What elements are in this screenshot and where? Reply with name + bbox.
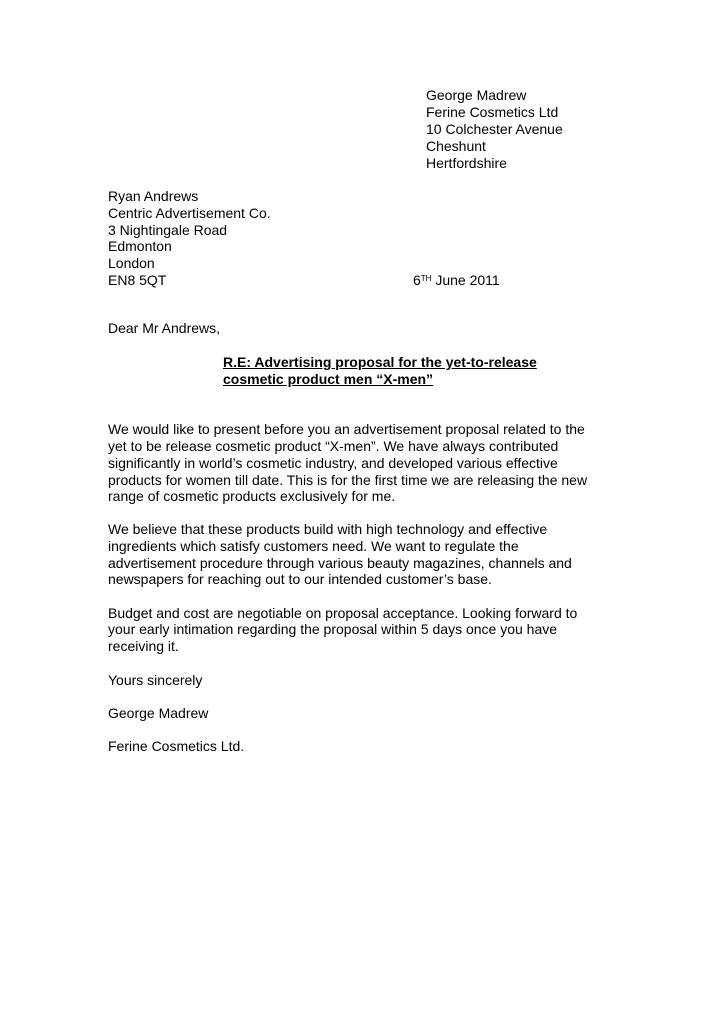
- paragraph-line: We believe that these products build with high technology and effective: [108, 521, 548, 537]
- paragraph-line: newspapers for reaching out to our intended customer’s base.: [108, 571, 492, 587]
- date-suffix: TH: [420, 274, 432, 283]
- paragraph-line: advertisement procedure through various beauty magazines, channels and: [108, 555, 572, 571]
- paragraph-line: range of cosmetic products exclusively for me.: [108, 488, 396, 504]
- subject-line-2: cosmetic product men “X-men”: [223, 371, 434, 387]
- recipient-area: Edmonton: [108, 238, 172, 254]
- paragraph-line: your early intimation regarding the proposal within 5 days once you have: [108, 621, 558, 637]
- signature-name: George Madrew: [108, 705, 209, 721]
- paragraph-line: Budget and cost are negotiable on proposal acceptance. Looking forward to: [108, 605, 578, 621]
- sender-county: Hertfordshire: [426, 155, 507, 171]
- recipient-postcode: EN8 5QT: [108, 272, 167, 288]
- recipient-street: 3 Nightingale Road: [108, 222, 228, 238]
- signature-company: Ferine Cosmetics Ltd.: [108, 738, 245, 754]
- sender-town: Cheshunt: [426, 138, 486, 154]
- paragraph-line: yet to be release cosmetic product “X-men”. We have always contributed: [108, 438, 559, 454]
- recipient-city: London: [108, 255, 155, 271]
- paragraph-line: ingredients which satisfy customers need. We want to regulate the: [108, 538, 519, 554]
- sender-street: 10 Colchester Avenue: [426, 121, 563, 137]
- closing: Yours sincerely: [108, 672, 203, 688]
- salutation: Dear Mr Andrews,: [108, 320, 221, 336]
- paragraph-line: products for women till date. This is for the first time we are releasing the new: [108, 472, 588, 488]
- date-rest: June 2011: [431, 272, 500, 288]
- recipient-name: Ryan Andrews: [108, 188, 199, 204]
- sender-name: George Madrew: [426, 87, 527, 103]
- date-day: 6: [413, 272, 421, 288]
- paragraph-line: significantly in world’s cosmetic industry, and developed various effective: [108, 455, 558, 471]
- paragraph-line: receiving it.: [108, 638, 179, 654]
- sender-company: Ferine Cosmetics Ltd: [426, 104, 559, 120]
- subject-line-1: R.E: Advertising proposal for the yet-to-release: [223, 354, 537, 370]
- paragraph-line: We would like to present before you an advertisement proposal related to the: [108, 421, 585, 437]
- recipient-company: Centric Advertisement Co.: [108, 205, 271, 221]
- letter-date: [413, 272, 500, 289]
